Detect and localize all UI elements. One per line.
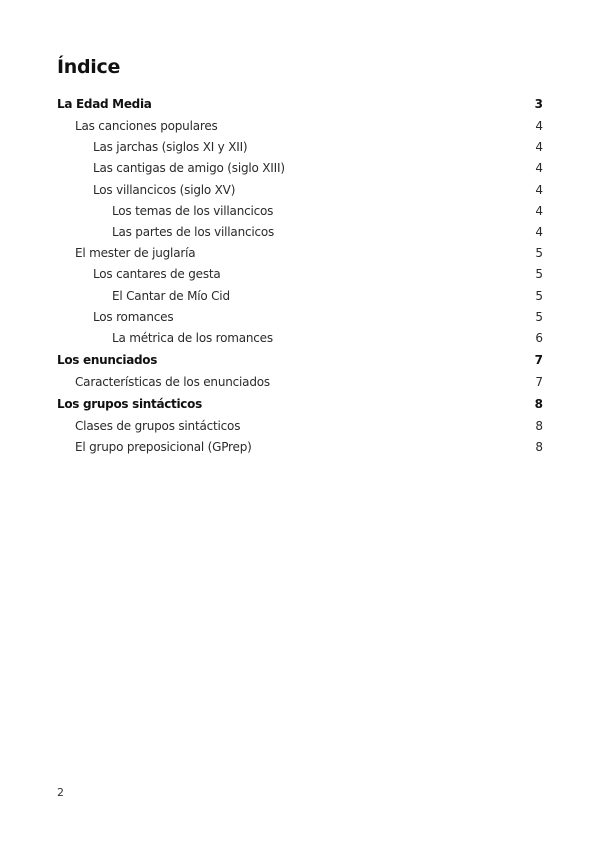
toc-entry-label: Los enunciados	[57, 353, 158, 368]
toc-entry-page: 6	[535, 330, 543, 345]
toc-entry-label: El mester de juglaría	[75, 246, 196, 261]
toc-entry-label: La Edad Media	[57, 97, 152, 111]
toc-section[interactable]	[57, 349, 543, 372]
toc-entry-page: 4	[535, 182, 543, 197]
toc-entry-label: Los temas de los villancicos	[112, 203, 274, 218]
toc-entry-label: Las jarchas (siglos XI y XII)	[93, 140, 248, 155]
toc-entry-page: 5	[535, 267, 543, 282]
toc-entry[interactable]	[57, 264, 543, 285]
toc-entry-label: Los cantares de gesta	[93, 267, 221, 282]
toc-entry-label: Las canciones populares	[75, 119, 218, 133]
page-number: 2	[57, 786, 64, 799]
toc-entry-page: 8	[535, 419, 543, 434]
toc-entry-page: 7	[535, 375, 543, 390]
toc-entry-label: Las cantigas de amigo (siglo XIII)	[93, 161, 285, 176]
toc-entry[interactable]	[57, 416, 543, 437]
toc-entry-page: 4	[535, 203, 543, 218]
toc-entry-page: 8	[534, 397, 543, 412]
toc-entry-label: Características de los enunciados	[75, 375, 270, 390]
page-title: Índice	[57, 56, 121, 78]
toc-entry-page: 8	[535, 440, 543, 455]
toc-entry[interactable]	[57, 307, 543, 328]
toc-entry[interactable]	[57, 243, 543, 264]
toc-entry[interactable]	[57, 222, 543, 243]
toc-section[interactable]	[57, 393, 543, 416]
table-of-contents	[57, 93, 543, 459]
toc-entry[interactable]	[57, 201, 543, 222]
toc-entry-label: Clases de grupos sintácticos	[75, 419, 241, 434]
toc-entry-page: 5	[535, 288, 543, 303]
toc-entry[interactable]	[57, 137, 543, 158]
toc-entry[interactable]	[57, 286, 543, 307]
toc-entry-page: 5	[535, 246, 543, 261]
toc-entry-page: 4	[535, 161, 543, 176]
toc-entry[interactable]	[57, 437, 543, 458]
toc-entry[interactable]	[57, 372, 543, 393]
toc-entry-page: 5	[535, 309, 543, 324]
toc-entry-label: Los grupos sintácticos	[57, 397, 202, 412]
toc-entry-label: El grupo preposicional (GPrep)	[75, 440, 252, 455]
toc-entry[interactable]	[57, 180, 543, 201]
toc-entry-label: El Cantar de Mío Cid	[112, 288, 230, 303]
toc-entry[interactable]	[57, 158, 543, 179]
toc-entry[interactable]	[57, 328, 543, 349]
toc-section[interactable]	[57, 93, 543, 116]
toc-entry-page: 3	[534, 97, 543, 111]
toc-entry-label: La métrica de los romances	[112, 330, 273, 345]
toc-entry[interactable]	[57, 116, 543, 137]
toc-entry-label: Las partes de los villancicos	[112, 224, 275, 239]
toc-entry-page: 4	[535, 140, 543, 155]
toc-entry-page: 4	[535, 224, 543, 239]
toc-entry-label: Los villancicos (siglo XV)	[93, 182, 236, 197]
toc-entry-label: Los romances	[93, 309, 174, 324]
toc-entry-page: 4	[535, 119, 543, 133]
toc-entry-page: 7	[534, 353, 543, 368]
